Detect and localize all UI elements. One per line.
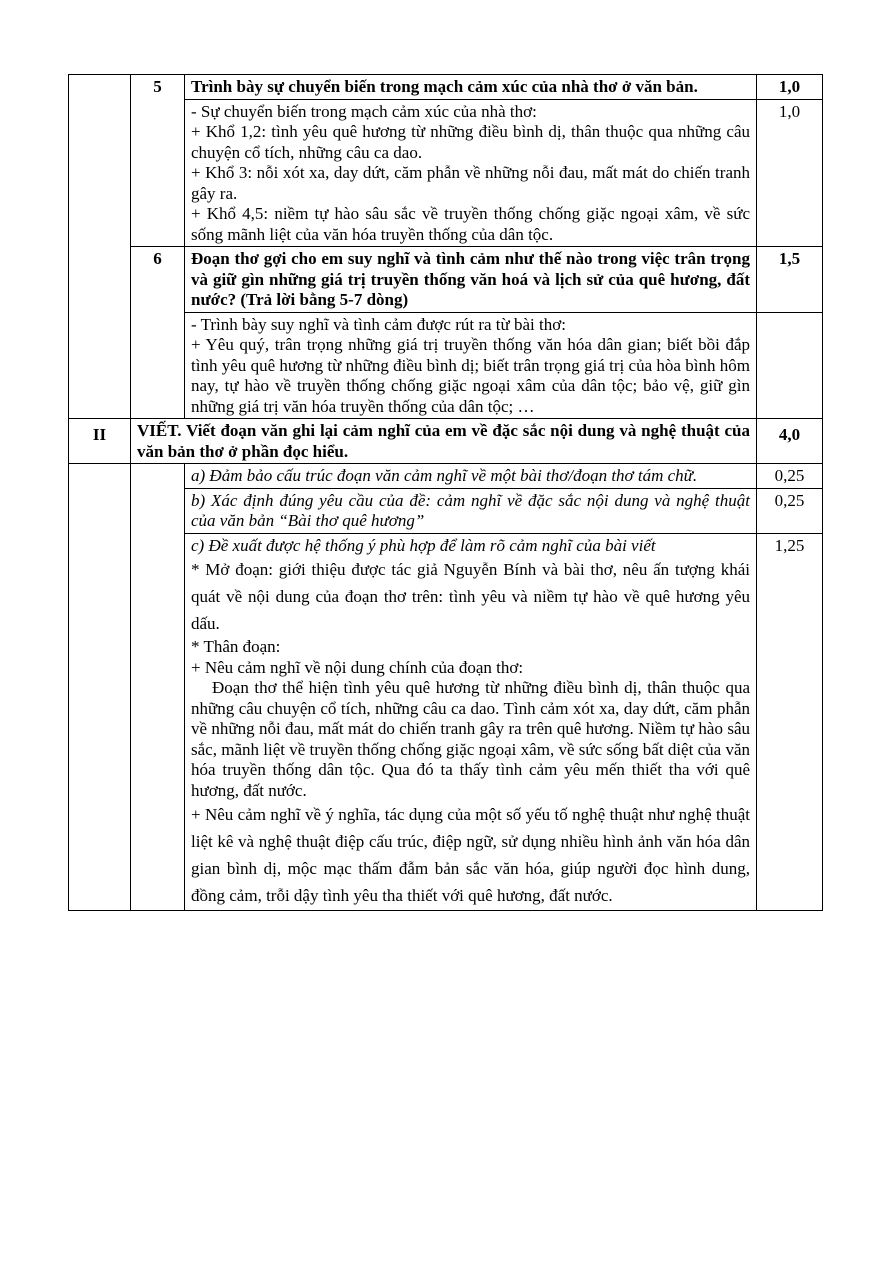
- q5-question-row: [69, 75, 823, 100]
- criterion-c-title: c) Đề xuất được hệ thống ý phù hợp để làm rõ cảm nghĩ của bài viết: [191, 535, 656, 555]
- q6-answer-score-empty: [757, 312, 823, 419]
- q5-number: 5: [131, 75, 185, 247]
- q5-answer-score: 1,0: [757, 99, 823, 247]
- q6-answer-line: + Yêu quý, trân trọng những giá trị truyền thống văn hóa dân gian; biết bồi đắp tình yêu quê hương từ những điều bình dị; biết trân trọng giá trị của hòa bình hôm nay, tự hào về truyền thống chống giặc ngoại xâm của dân tộc; bảo vệ, giữ gìn những giá trị văn hóa truyền thống của dân tộc; …: [191, 335, 750, 416]
- q6-answer-line: - Trình bày suy nghĩ và tình cảm được rút ra từ bài thơ:: [191, 314, 566, 334]
- criterion-c: [185, 533, 757, 911]
- q6-number: 6: [131, 247, 185, 419]
- than-doan: * Thân đoạn:: [191, 637, 281, 656]
- q6-question: Đoạn thơ gợi cho em suy nghĩ và tình cảm như thế nào trong việc trân trọng và giữ gìn những giá trị truyền thống văn hoá và lịch sử của quê hương, đất nước? (Trả lời bằng 5-7 dòng): [185, 247, 757, 313]
- criterion-a-score: 0,25: [757, 464, 823, 489]
- criterion-a: a) Đảm bảo cấu trúc đoạn văn cảm nghĩ về một bài thơ/đoạn thơ tám chữ.: [185, 464, 757, 489]
- q6-score: 1,5: [757, 247, 823, 313]
- criterion-c-score: 1,25: [757, 533, 823, 911]
- content-heading: + Nêu cảm nghĩ về nội dung chính của đoạn thơ:: [191, 657, 524, 677]
- q6-answer: [185, 312, 757, 419]
- answer-key-table: [68, 74, 823, 911]
- art-analysis: + Nêu cảm nghĩ về ý nghĩa, tác dụng của một số yếu tố nghệ thuật như nghệ thuật liệt kê và nghệ thuật điệp cấu trúc, điệp ngữ, sử dụng nhiều hình ảnh văn hóa dân gian bình dị, mộc mạc thấm đẫm bản sắc văn hóa, giúp người đọc hình dung, đồng cảm, trỗi dậy tình yêu tha thiết với quê hương, đất nước.: [191, 805, 750, 905]
- q5-answer-line: - Sự chuyển biến trong mạch cảm xúc của nhà thơ:: [191, 101, 537, 121]
- q5-score: 1,0: [757, 75, 823, 100]
- section2-title-row: [69, 419, 823, 464]
- criterion-b-score: 0,25: [757, 488, 823, 533]
- section2-a-row: [69, 464, 823, 489]
- q5-answer-line: + Khổ 4,5: niềm tự hào sâu sắc về truyền thống chống giặc ngoại xâm, về sức sống mãnh liệt của văn hóa truyền thống của dân tộc.: [191, 204, 750, 244]
- q5-answer-line: + Khổ 1,2: tình yêu quê hương từ những điều bình dị, thân thuộc qua những câu chuyện cổ tích, những câu ca dao.: [191, 122, 750, 162]
- section2-score: 4,0: [757, 419, 823, 464]
- part-cell-empty: [69, 75, 131, 419]
- criterion-b: b) Xác định đúng yêu cầu của đề: cảm nghĩ về đặc sắc nội dung và nghệ thuật của văn bản “Bài thơ quê hương”: [185, 488, 757, 533]
- content-body: Đoạn thơ thể hiện tình yêu quê hương từ những điều bình dị, thân thuộc qua những câu chuyện cổ tích, những câu ca dao. Tình cảm xót xa, day dứt, căm phẫn về những nỗi đau, mất mát do chiến tranh gây ra trên quê hương. Niềm tự hào sâu sắc, mãnh liệt về truyền thống chống giặc ngoại xâm, về sức sống bất diệt của văn hóa truyền thống dân tộc. Qua đó ta thấy tình cảm yêu mến thiết tha với quê hương, đất nước.: [191, 678, 750, 800]
- q5-answer-line: + Khổ 3: nỗi xót xa, day dứt, căm phẫn về những nỗi đau, mất mát do chiến tranh gây ra.: [191, 163, 750, 203]
- q5-answer: [185, 99, 757, 247]
- section2-roman: II: [69, 419, 131, 464]
- number-cell-empty: [131, 464, 185, 911]
- section2-title: VIẾT. Viết đoạn văn ghi lại cảm nghĩ của em về đặc sắc nội dung và nghệ thuật của văn bản thơ ở phần đọc hiểu.: [131, 419, 757, 464]
- part-cell-empty: [69, 464, 131, 911]
- mo-doan: * Mở đoạn: giới thiệu được tác giả Nguyễn Bính và bài thơ, nêu ấn tượng khái quát về nội dung của đoạn thơ trên: tình yêu và niềm tự hào về quê hương yêu dấu.: [191, 560, 750, 633]
- q5-question: Trình bày sự chuyển biến trong mạch cảm xúc của nhà thơ ở văn bản.: [185, 75, 757, 100]
- q6-question-row: [69, 247, 823, 313]
